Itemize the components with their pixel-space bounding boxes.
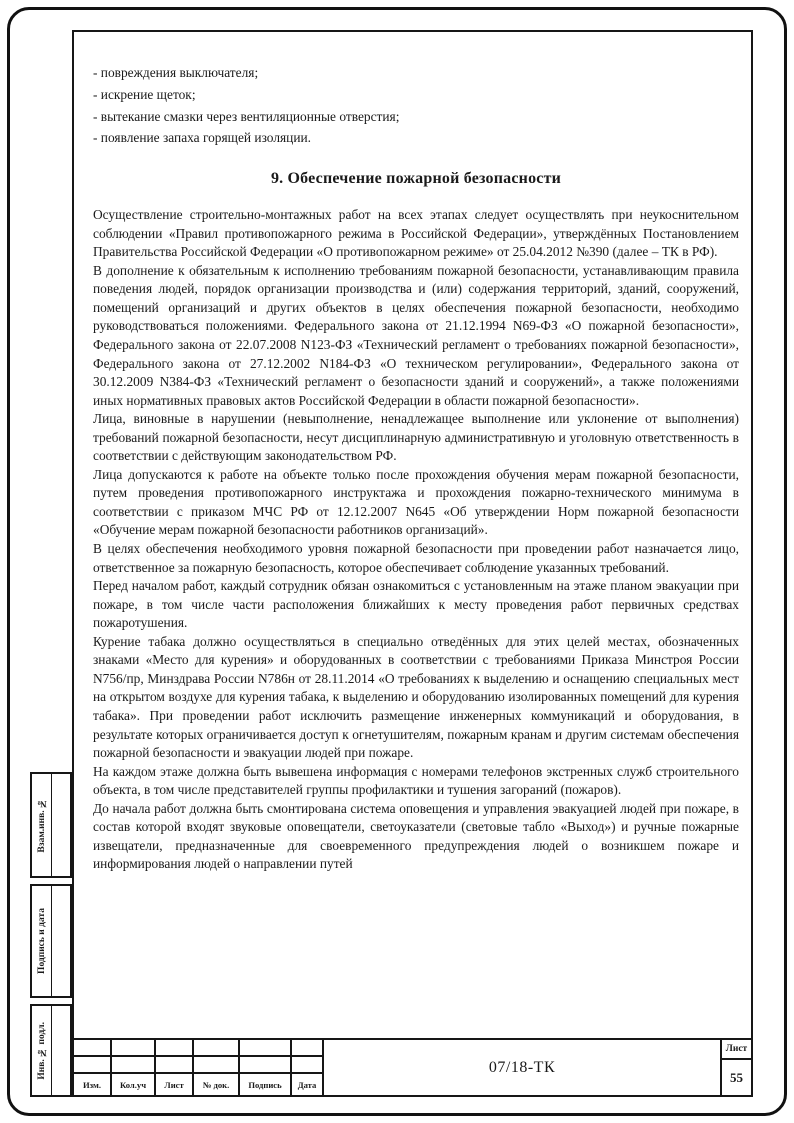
title-block-document-number-cell xyxy=(324,1040,720,1095)
paragraph: Перед началом работ, каждый сотрудник обязан ознакомиться с установленным на этаже планом эвакуации при пожаре, в том числе части расположения ближайших к месту проведения работ первичных средствах пожаротушения. xyxy=(93,578,739,631)
sidebar-box-podpis-data xyxy=(30,884,72,998)
paragraph: Лица допускаются к работе на объекте только после прохождения обучения мерам пожарной безопасности, путем проведения противопожарного инструктажа и прохождения пожарно-технического минимума в соответствии с приказом МЧС РФ от 12.12.2007 N645 «Об утверждении Норм пожарной безопасности «Обучение мерам пожарной безопасности работников организаций». xyxy=(93,466,739,538)
document-content xyxy=(93,62,739,874)
title-block-header-label: Кол.уч xyxy=(119,1079,147,1090)
sidebar-label-column xyxy=(32,1006,52,1095)
sidebar-label-vzam-inv: Взам.инв. № xyxy=(36,797,47,853)
title-block-header-label: Лист xyxy=(164,1079,184,1090)
defects-list-item: - вытекание смазки через вентиляционные отверстия; xyxy=(93,108,400,124)
title-block-header-label: Дата xyxy=(297,1079,317,1090)
sidebar-empty-cell xyxy=(52,886,70,996)
title-block-header-ndok xyxy=(194,1074,240,1095)
sidebar-empty-cell xyxy=(52,774,70,876)
sidebar-box-inv-podl xyxy=(30,1004,72,1097)
title-block-cell-empty xyxy=(156,1040,194,1057)
paragraph: На каждом этаже должна быть вывешена информация с номерами телефонов экстренных служб строительного объекта, в том числе представителей группы профилактики и тушения загораний (пожаров). xyxy=(93,763,739,798)
paragraph: Лица, виновные в нарушении (невыполнение, ненадлежащее выполнение или уклонение от выполнения) требований пожарной безопасности, несут дисциплинарную административную и уголовную ответственность в соответствии с действующим законодательством РФ. xyxy=(93,411,739,464)
title-block-cell-empty xyxy=(156,1057,194,1074)
title-block-header-list xyxy=(156,1074,194,1095)
paragraph: В целях обеспечения необходимого уровня пожарной безопасности при проведении работ назначается лицо, ответственное за пожарную безопасность, которое обеспечивает соблюдение указанных требований. xyxy=(93,541,739,575)
sidebar-label-column xyxy=(32,774,52,876)
paragraph: В дополнение к обязательным к исполнению требованиям пожарной безопасности, устанавливающим правила поведения людей, порядок организации производства и (или) содержания территорий, зданий, сооружений, помещений организаций и других объектов в целях обеспечения пожарной безопасности, необходимо руководствоваться положениями. Федерального закона от 21.12.1994 N69-ФЗ «О пожарной безопасности», Федерального закона от 22.07.2008 N123-ФЗ «Технический регламент о требованиях пожарной безопасности», Федерального закона от 27.12.2002 N184-ФЗ «О техническом регулировании», Федерального закона от 30.12.2009 N384-ФЗ «Технический регламент о безопасности зданий и сооружений», а также положениями иных нормативных правовых актов Российской Федерации в области пожарной безопасности». xyxy=(93,262,739,408)
sidebar-empty-cell xyxy=(52,1006,70,1095)
title-block-header-label: № док. xyxy=(202,1079,230,1090)
sheet-number: 55 xyxy=(730,1069,743,1085)
title-block-cell-empty xyxy=(74,1057,112,1074)
paragraph: До начала работ должна быть смонтирована система оповещения и управления эвакуацией людей при пожаре, в состав которой входят звуковые оповещатели, светоуказатели (световые табло «Выход») и ручные пожарные извещатели, предназначенные для своевременного предупреждения людей о возникшем пожаре и информирования людей о направлении путей xyxy=(93,800,739,872)
paragraph: Курение табака должно осуществляться в специально отведённых для этих целей местах, обозначенных знаками «Место для курения» и оборудованных в соответствии с требованиями Приказа Минстроя России N756/пр, Минздрава России N786н от 28.11.2014 «О требованиях к выделению и оснащению специальных мест на открытом воздухе для курения табака, к выделению и оборудованию изолированных помещений для курения табака». При проведении работ исключить размещение инженерных коммуникаций и оборудования, в результате которых ограничивается доступ к огнетушителям, пожарным кранам и другим системам обеспечения пожарной безопасности и эвакуации людей при пожаре. xyxy=(93,633,739,761)
sidebar-label-podpis-data: Подпись и дата xyxy=(36,908,47,974)
title-block-sheet-section xyxy=(720,1040,751,1095)
title-block-cell-empty xyxy=(194,1057,240,1074)
title-block-header-label: Подпись xyxy=(248,1079,282,1090)
title-block-cell-empty xyxy=(74,1040,112,1057)
paragraph: Осуществление строительно-монтажных работ на всех этапах следует осуществлять при неукоснительном соблюдении «Правил противопожарного режима в Российской Федерации», утверждённых Постановлением Правительства Российской Федерации «О противопожарном режиме» от 25.04.2012 №390 (далее – ТК в РФ). xyxy=(93,207,739,260)
title-block-cell-empty xyxy=(292,1057,322,1074)
title-block-header-label: Изм. xyxy=(82,1079,102,1090)
title-block-header-izm xyxy=(74,1074,112,1095)
title-block-cell-empty xyxy=(292,1040,322,1057)
defects-list xyxy=(93,62,739,149)
defects-list-item: - искрение щеток; xyxy=(93,86,196,102)
document-number: 07/18-ТК xyxy=(488,1058,556,1076)
title-block-header-data xyxy=(292,1074,322,1095)
defects-list-item: - повреждения выключателя; xyxy=(93,65,259,80)
title-block-revision-table xyxy=(74,1040,324,1095)
sidebar-label-inv-podl: Инв. № подл. xyxy=(36,1021,47,1080)
title-block xyxy=(74,1038,751,1095)
sidebar-box-vzam-inv xyxy=(30,772,72,878)
document-frame xyxy=(72,30,753,1097)
title-block-cell-empty xyxy=(240,1057,292,1074)
title-block-header-podpis xyxy=(240,1074,292,1095)
sidebar-label-column xyxy=(32,886,52,996)
title-block-cell-empty xyxy=(240,1040,292,1057)
title-block-cell-empty xyxy=(112,1057,156,1074)
sheet-label: Лист xyxy=(722,1040,751,1060)
defects-list-item: - появление запаха горящей изоляции. xyxy=(93,130,312,146)
title-block-header-koluch xyxy=(112,1074,156,1095)
body-text xyxy=(93,206,739,874)
section-heading: 9. Обеспечение пожарной безопасности xyxy=(270,170,562,188)
title-block-cell-empty xyxy=(194,1040,240,1057)
title-block-cell-empty xyxy=(112,1040,156,1057)
